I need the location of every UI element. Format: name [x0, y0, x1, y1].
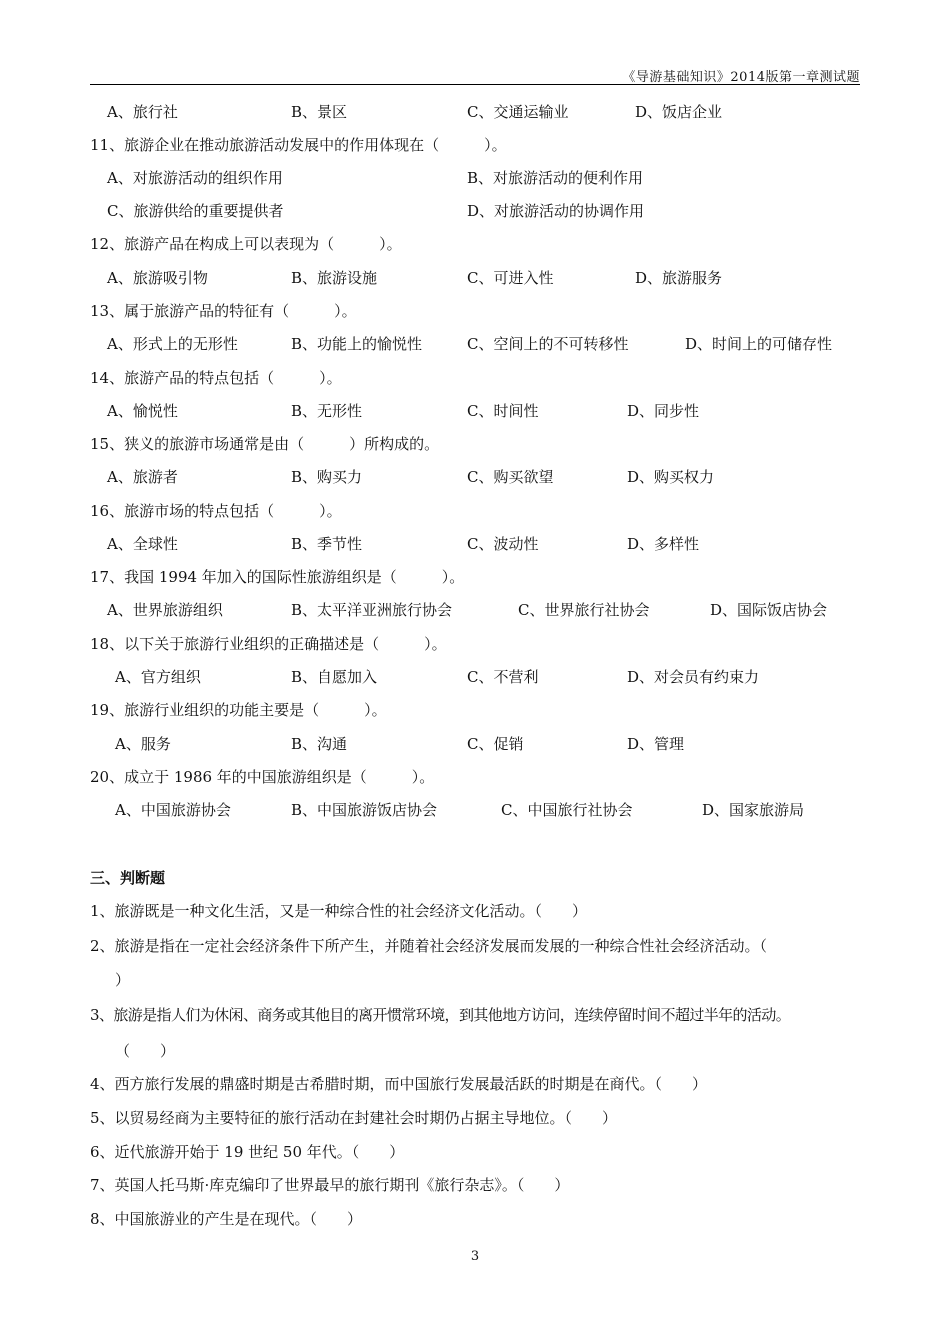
q17-question: 17、我国 1994 年加入的国际性旅游组织是（ ）。: [90, 568, 465, 586]
q16-option-b: B、季节性: [291, 535, 363, 553]
judge-item-8: 8、中国旅游业的产生是在现代。（ ）: [90, 1210, 363, 1228]
q18-option-d: D、对会员有约束力: [627, 668, 760, 686]
q12-option-b: B、旅游设施: [291, 269, 378, 287]
q19-question: 19、旅游行业组织的功能主要是（ ）。: [90, 701, 387, 719]
q20-option-b: B、中国旅游饭店协会: [291, 801, 438, 819]
q18-question: 18、以下关于旅游行业组织的正确描述是（ ）。: [90, 635, 447, 653]
q18-option-c: C、不营利: [467, 668, 539, 686]
q15-question: 15、狭义的旅游市场通常是由（ ）所构成的。: [90, 435, 440, 453]
page-number: 3: [470, 1249, 480, 1264]
q12-option-a: A、旅游吸引物: [107, 269, 208, 287]
q11-option-d: D、对旅游活动的协调作用: [467, 202, 645, 220]
judge-item-2: 2、旅游是指在一定社会经济条件下所产生，并随着社会经济发展而发展的一种综合性社会经济活动。（: [90, 937, 768, 955]
q12-option-c: C、可进入性: [467, 269, 554, 287]
judge-item-7: 7、英国人托马斯·库克编印了世界最早的旅行期刊《旅行杂志》。（ ）: [90, 1176, 570, 1194]
q11-question: 11、旅游企业在推动旅游活动发展中的作用体现在（ ）。: [90, 136, 507, 154]
q19-option-a: A、服务: [115, 735, 171, 753]
judge-item-3: 3、旅游是指人们为休闲、商务或其他目的离开惯常环境，到其他地方访问，连续停留时间不超过半年的活动。: [90, 1006, 791, 1024]
header-divider: [90, 84, 860, 85]
q12-option-d: D、旅游服务: [635, 269, 723, 287]
q20-option-c: C、中国旅行社协会: [501, 801, 633, 819]
q18-option-a: A、官方组织: [115, 668, 201, 686]
q13-option-c: C、空间上的不可转移性: [467, 335, 629, 353]
section-title-judgment: 三、判断题: [90, 869, 166, 887]
q15-option-a: A、旅游者: [107, 468, 178, 486]
q19-option-c: C、促销: [467, 735, 524, 753]
q13-option-b: B、功能上的愉悦性: [291, 335, 423, 353]
q20-option-d: D、国家旅游局: [702, 801, 805, 819]
q16-option-a: A、全球性: [107, 535, 178, 553]
q11-option-a: A、对旅游活动的组织作用: [107, 169, 283, 187]
q15-option-c: C、购买欲望: [467, 468, 554, 486]
q16-option-d: D、多样性: [627, 535, 700, 553]
q10-option-b: B、景区: [291, 103, 348, 121]
q14-question: 14、旅游产品的特点包括（ ）。: [90, 369, 342, 387]
q20-question: 20、成立于 1986 年的中国旅游组织是（ ）。: [90, 768, 435, 786]
q17-option-a: A、世界旅游组织: [107, 601, 223, 619]
q11-option-b: B、对旅游活动的便利作用: [467, 169, 644, 187]
judge-item-5: 5、以贸易经商为主要特征的旅行活动在封建社会时期仍占据主导地位。（ ）: [90, 1109, 618, 1127]
judge-item-1: 1、旅游既是一种文化生活，又是一种综合性的社会经济文化活动。（ ）: [90, 902, 588, 920]
judge-item-4: 4、西方旅行发展的鼎盛时期是古希腊时期，而中国旅行发展最活跃的时期是在商代。（ ）: [90, 1075, 708, 1093]
q10-option-c: C、交通运输业: [467, 103, 569, 121]
q19-option-b: B、沟通: [291, 735, 348, 753]
q18-option-b: B、自愿加入: [291, 668, 378, 686]
q10-option-a: A、旅行社: [107, 103, 178, 121]
q17-option-c: C、世界旅行社协会: [518, 601, 650, 619]
q17-option-d: D、国际饭店协会: [710, 601, 828, 619]
q16-question: 16、旅游市场的特点包括（ ）。: [90, 502, 342, 520]
q14-option-c: C、时间性: [467, 402, 539, 420]
q12-question: 12、旅游产品在构成上可以表现为（ ）。: [90, 235, 402, 253]
judge-item-3-cont: （ ）: [115, 1042, 176, 1060]
judge-item-6: 6、近代旅游开始于 19 世纪 50 年代。（ ）: [90, 1143, 405, 1161]
q11-option-c: C、旅游供给的重要提供者: [107, 202, 284, 220]
q10-option-d: D、饭店企业: [635, 103, 723, 121]
q14-option-d: D、同步性: [627, 402, 700, 420]
q19-option-d: D、管理: [627, 735, 685, 753]
q20-option-a: A、中国旅游协会: [115, 801, 231, 819]
judge-item-2-cont: ）: [115, 971, 131, 989]
q13-question: 13、属于旅游产品的特征有（ ）。: [90, 302, 357, 320]
q16-option-c: C、波动性: [467, 535, 539, 553]
q17-option-b: B、太平洋亚洲旅行协会: [291, 601, 453, 619]
q13-option-a: A、形式上的无形性: [107, 335, 238, 353]
page-header-title: 《导游基础知识》2014版第一章测试题: [622, 70, 860, 85]
q14-option-a: A、愉悦性: [107, 402, 178, 420]
q15-option-b: B、购买力: [291, 468, 363, 486]
q13-option-d: D、时间上的可储存性: [685, 335, 833, 353]
q14-option-b: B、无形性: [291, 402, 363, 420]
q15-option-d: D、购买权力: [627, 468, 715, 486]
